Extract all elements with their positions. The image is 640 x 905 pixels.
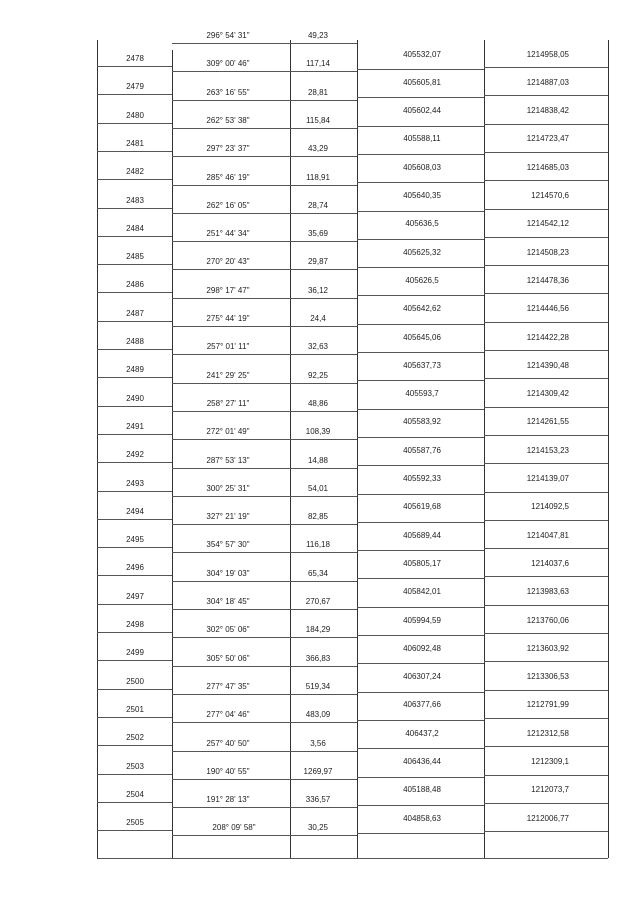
- row-border: [97, 491, 172, 492]
- y-coordinate: 1214838,42: [526, 106, 569, 116]
- segment-length: 32,63: [307, 342, 329, 352]
- direction-angle: 191° 28' 13": [206, 795, 250, 805]
- y-coordinate: 1214887,03: [526, 77, 569, 87]
- segment-length: 36,12: [307, 285, 329, 295]
- row-border: [97, 632, 172, 633]
- row-border: [357, 380, 484, 381]
- row-border: [357, 494, 484, 495]
- direction-angle: 275° 44' 19": [206, 314, 250, 323]
- y-coordinate: 1214508,23: [526, 247, 569, 257]
- y-coordinate: 1214958,05: [526, 49, 569, 59]
- point-number: 2496: [126, 563, 144, 573]
- row-border: [97, 660, 172, 661]
- row-border: [97, 321, 172, 322]
- row-border: [484, 322, 608, 323]
- x-coordinate: 405842,01: [403, 587, 441, 597]
- x-coordinate: 405626,5: [405, 275, 439, 285]
- segment-length: 118,91: [306, 172, 330, 182]
- direction-angle: 272° 01' 49": [206, 427, 250, 437]
- row-border: [172, 439, 357, 440]
- row-border: [97, 689, 172, 690]
- x-coordinate: 406436,44: [403, 757, 441, 766]
- row-border: [97, 349, 172, 350]
- x-coordinate: 405588,11: [403, 134, 441, 144]
- direction-angle: 287° 53' 13": [206, 455, 250, 465]
- row-border: [484, 463, 608, 464]
- segment-length: 43,29: [307, 144, 329, 154]
- x-coordinate: 405645,06: [403, 332, 441, 342]
- direction-angle: 270° 20' 43": [206, 257, 250, 267]
- row-border: [172, 468, 357, 469]
- row-border: [172, 637, 357, 638]
- row-border: [97, 292, 172, 293]
- direction-angle: 241° 29' 25": [206, 370, 250, 380]
- direction-angle: 297° 23' 37": [206, 144, 250, 154]
- point-number: 2478: [126, 54, 144, 63]
- y-coordinate: 1214570,6: [531, 191, 569, 200]
- x-coordinate: 405532,07: [403, 49, 441, 59]
- row-border: [357, 805, 484, 806]
- point-number: 2490: [126, 393, 144, 403]
- row-border: [172, 269, 357, 270]
- segment-length: 483,09: [305, 710, 331, 720]
- row-border: [172, 666, 357, 667]
- y-coordinate: 1214542,12: [526, 219, 569, 229]
- y-coordinate: 1214422,28: [526, 332, 569, 342]
- point-number: 2498: [126, 620, 144, 629]
- x-coordinate: 405994,59: [403, 615, 441, 625]
- segment-length: 49,23: [307, 31, 329, 40]
- row-border: [484, 265, 608, 266]
- y-coordinate: 1214390,48: [526, 360, 569, 370]
- point-number: 2495: [126, 535, 144, 545]
- row-border: [172, 326, 357, 327]
- direction-angle: 251° 44' 34": [206, 229, 250, 239]
- row-border: [357, 97, 484, 98]
- segment-length: 115,84: [306, 115, 330, 125]
- row-border: [357, 324, 484, 325]
- point-number: 2500: [126, 676, 144, 686]
- row-border: [484, 520, 608, 521]
- direction-angle: 190° 40' 55": [206, 766, 250, 776]
- row-border: [484, 548, 608, 549]
- x-coordinate: 406437,2: [405, 728, 439, 738]
- row-border: [172, 354, 357, 355]
- row-border: [484, 67, 608, 68]
- y-coordinate: 1212791,99: [526, 700, 569, 710]
- column-border: [290, 40, 291, 858]
- row-border: [484, 378, 608, 379]
- row-border: [172, 524, 357, 525]
- row-border: [357, 522, 484, 523]
- row-border: [484, 293, 608, 294]
- row-border: [357, 833, 484, 834]
- x-coordinate: 405640,35: [403, 191, 441, 200]
- direction-angle: 262° 53' 38": [206, 115, 250, 125]
- column-border: [357, 40, 358, 858]
- point-number: 2480: [126, 110, 144, 120]
- x-coordinate: 405593,7: [405, 389, 439, 399]
- row-border: [484, 152, 608, 153]
- direction-angle: 309° 00' 46": [206, 59, 250, 69]
- row-border: [484, 407, 608, 408]
- x-coordinate: 406377,66: [403, 700, 441, 710]
- row-border: [172, 807, 357, 808]
- row-border: [484, 492, 608, 493]
- segment-length: 30,25: [307, 823, 329, 833]
- row-border: [484, 831, 608, 832]
- column-border: [97, 40, 98, 858]
- point-number: 2492: [126, 450, 144, 460]
- segment-length: 28,74: [307, 200, 329, 210]
- y-coordinate: 1213983,63: [526, 587, 569, 597]
- row-border: [484, 209, 608, 210]
- row-border: [97, 604, 172, 605]
- row-border: [172, 383, 357, 384]
- row-border: [97, 802, 172, 803]
- y-coordinate: 1214153,23: [526, 445, 569, 455]
- point-number: 2499: [126, 648, 144, 658]
- x-coordinate: 405689,44: [403, 530, 441, 540]
- row-border: [172, 185, 357, 186]
- point-number: 2505: [126, 818, 144, 828]
- row-border: [484, 803, 608, 804]
- row-border: [357, 267, 484, 268]
- x-coordinate: 405583,92: [403, 417, 441, 427]
- direction-angle: 304° 19' 03": [206, 568, 250, 578]
- x-coordinate: 405592,33: [403, 474, 441, 483]
- segment-length: 82,85: [307, 512, 329, 522]
- row-border: [97, 264, 172, 265]
- row-border: [172, 213, 357, 214]
- row-border: [357, 295, 484, 296]
- segment-length: 48,86: [307, 398, 329, 408]
- row-border: [97, 208, 172, 209]
- segment-length: 270,67: [305, 597, 331, 606]
- row-border: [97, 547, 172, 548]
- row-border: [97, 377, 172, 378]
- row-border: [357, 748, 484, 749]
- row-border: [172, 156, 357, 157]
- direction-angle: 262° 16' 05": [206, 200, 250, 210]
- y-coordinate: 1214139,07: [526, 474, 569, 483]
- row-border: [97, 434, 172, 435]
- row-border: [357, 465, 484, 466]
- segment-length: 29,87: [307, 257, 329, 267]
- row-border: [97, 830, 172, 831]
- segment-length: 519,34: [305, 681, 331, 691]
- row-border: [484, 435, 608, 436]
- direction-angle: 298° 17' 47": [206, 285, 250, 295]
- row-border: [97, 236, 172, 237]
- point-number: 2504: [126, 789, 144, 799]
- y-coordinate: 1212073,7: [531, 785, 569, 795]
- x-coordinate: 405587,76: [403, 445, 441, 455]
- y-coordinate: 1212312,58: [526, 728, 569, 738]
- direction-angle: 257° 40' 50": [206, 738, 250, 748]
- point-number: 2503: [126, 761, 144, 771]
- row-border: [97, 406, 172, 407]
- row-border: [172, 552, 357, 553]
- point-number: 2484: [126, 223, 144, 233]
- row-border: [357, 182, 484, 183]
- row-border: [357, 69, 484, 70]
- x-coordinate: 405188,48: [403, 785, 441, 795]
- row-border: [97, 575, 172, 576]
- direction-angle: 302° 05' 06": [206, 625, 250, 635]
- direction-angle: 257° 01' 11": [206, 342, 250, 352]
- row-border: [172, 609, 357, 610]
- segment-length: 116,18: [306, 540, 330, 550]
- y-coordinate: 1214092,5: [531, 502, 569, 512]
- row-border: [357, 635, 484, 636]
- y-coordinate: 1214446,56: [526, 304, 569, 314]
- y-coordinate: 1214478,36: [526, 275, 569, 285]
- row-border: [357, 154, 484, 155]
- segment-length: 28,81: [307, 87, 329, 97]
- row-border: [97, 94, 172, 95]
- row-border: [97, 66, 172, 67]
- direction-angle: 300° 25' 31": [206, 483, 250, 493]
- direction-angle: 354° 57' 30": [206, 540, 250, 550]
- y-coordinate: 1212006,77: [526, 813, 569, 823]
- x-coordinate: 405602,44: [403, 106, 441, 116]
- x-coordinate: 406307,24: [403, 672, 441, 682]
- point-number: 2489: [126, 365, 144, 375]
- row-border: [484, 180, 608, 181]
- row-border: [97, 123, 172, 124]
- row-border: [357, 692, 484, 693]
- row-border: [484, 718, 608, 719]
- row-border: [172, 779, 357, 780]
- column-border: [608, 40, 609, 858]
- row-border: [97, 745, 172, 746]
- point-number: 2501: [126, 704, 144, 714]
- point-number: 2497: [126, 591, 144, 601]
- row-border: [357, 437, 484, 438]
- row-border: [484, 633, 608, 634]
- row-border: [97, 179, 172, 180]
- point-number: 2486: [126, 280, 144, 290]
- segment-length: 336,57: [305, 795, 331, 805]
- segment-length: 1269,97: [303, 766, 333, 776]
- row-border: [484, 605, 608, 606]
- row-border: [172, 581, 357, 582]
- column-border: [484, 40, 485, 858]
- segment-length: 54,01: [307, 483, 329, 493]
- direction-angle: 208° 09' 58": [212, 823, 256, 833]
- direction-angle: 305° 50' 06": [206, 653, 250, 663]
- segment-length: 117,14: [306, 59, 330, 69]
- y-coordinate: 1214723,47: [526, 134, 569, 144]
- row-border: [357, 211, 484, 212]
- point-number: 2481: [126, 138, 144, 148]
- row-border: [484, 95, 608, 96]
- row-border: [357, 607, 484, 608]
- point-number: 2494: [126, 506, 144, 516]
- row-border: [357, 663, 484, 664]
- row-border: [484, 746, 608, 747]
- row-border: [172, 128, 357, 129]
- segment-length: 14,88: [307, 455, 329, 465]
- x-coordinate: 406092,48: [403, 643, 441, 653]
- column-border: [172, 50, 173, 858]
- row-border: [97, 774, 172, 775]
- row-border: [172, 411, 357, 412]
- point-number: 2479: [126, 82, 144, 92]
- direction-angle: 327° 21' 19": [206, 512, 250, 522]
- segment-length: 92,25: [307, 370, 329, 380]
- x-coordinate: 405625,32: [403, 247, 441, 257]
- row-border: [357, 352, 484, 353]
- y-coordinate: 1213760,06: [526, 615, 569, 625]
- point-number: 2482: [126, 167, 144, 177]
- segment-length: 24,4: [310, 314, 326, 323]
- row-border: [97, 519, 172, 520]
- row-border: [172, 722, 357, 723]
- segment-length: 184,29: [305, 625, 331, 635]
- point-number: 2485: [126, 252, 144, 262]
- row-border: [97, 858, 608, 859]
- row-border: [484, 124, 608, 125]
- y-coordinate: 1213306,53: [526, 672, 569, 682]
- row-border: [97, 462, 172, 463]
- row-border: [357, 720, 484, 721]
- y-coordinate: 1214309,42: [526, 389, 569, 399]
- x-coordinate: 405605,81: [403, 77, 441, 87]
- row-border: [357, 239, 484, 240]
- y-coordinate: 1214047,81: [526, 530, 569, 540]
- row-border: [172, 71, 357, 72]
- segment-length: 366,83: [305, 653, 331, 663]
- point-number: 2487: [126, 308, 144, 318]
- x-coordinate: 405636,5: [405, 219, 439, 229]
- y-coordinate: 1213603,92: [526, 643, 569, 653]
- point-number: 2483: [126, 195, 144, 205]
- row-border: [484, 775, 608, 776]
- x-coordinate: 405619,68: [403, 502, 441, 512]
- direction-angle: 277° 47' 35": [206, 681, 250, 691]
- row-border: [172, 751, 357, 752]
- x-coordinate: 405637,73: [403, 360, 441, 370]
- row-border: [357, 777, 484, 778]
- row-border: [97, 151, 172, 152]
- y-coordinate: 1214261,55: [526, 417, 569, 427]
- direction-angle: 258° 27' 11": [206, 398, 250, 408]
- segment-length: 35,69: [307, 229, 329, 239]
- row-border: [357, 550, 484, 551]
- y-coordinate: 1214685,03: [526, 162, 569, 172]
- row-border: [172, 298, 357, 299]
- row-border: [97, 717, 172, 718]
- x-coordinate: 405805,17: [403, 558, 441, 568]
- direction-angle: 277° 04' 46": [206, 710, 250, 720]
- row-border: [357, 126, 484, 127]
- row-border: [172, 100, 357, 101]
- segment-length: 108,39: [305, 427, 331, 437]
- segment-length: 3,56: [310, 738, 326, 748]
- point-number: 2493: [126, 478, 144, 488]
- row-border: [484, 690, 608, 691]
- row-border: [172, 835, 357, 836]
- x-coordinate: 405642,62: [403, 304, 441, 314]
- row-border: [172, 496, 357, 497]
- row-border: [172, 694, 357, 695]
- row-border: [357, 578, 484, 579]
- y-coordinate: 1212309,1: [531, 757, 569, 766]
- point-number: 2488: [126, 337, 144, 346]
- row-border: [172, 43, 357, 44]
- row-border: [172, 241, 357, 242]
- row-border: [484, 576, 608, 577]
- segment-length: 65,34: [307, 568, 329, 578]
- direction-angle: 285° 46' 19": [206, 172, 250, 182]
- direction-angle: 263° 16' 55": [206, 87, 250, 97]
- point-number: 2502: [126, 733, 144, 743]
- row-border: [484, 237, 608, 238]
- row-border: [484, 350, 608, 351]
- direction-angle: 304° 18' 45": [206, 597, 250, 606]
- row-border: [357, 409, 484, 410]
- row-border: [484, 661, 608, 662]
- x-coordinate: 404858,63: [403, 813, 441, 823]
- y-coordinate: 1214037,6: [531, 558, 569, 568]
- point-number: 2491: [126, 421, 144, 431]
- x-coordinate: 405608,03: [403, 162, 441, 172]
- direction-angle: 296° 54' 31": [206, 31, 250, 40]
